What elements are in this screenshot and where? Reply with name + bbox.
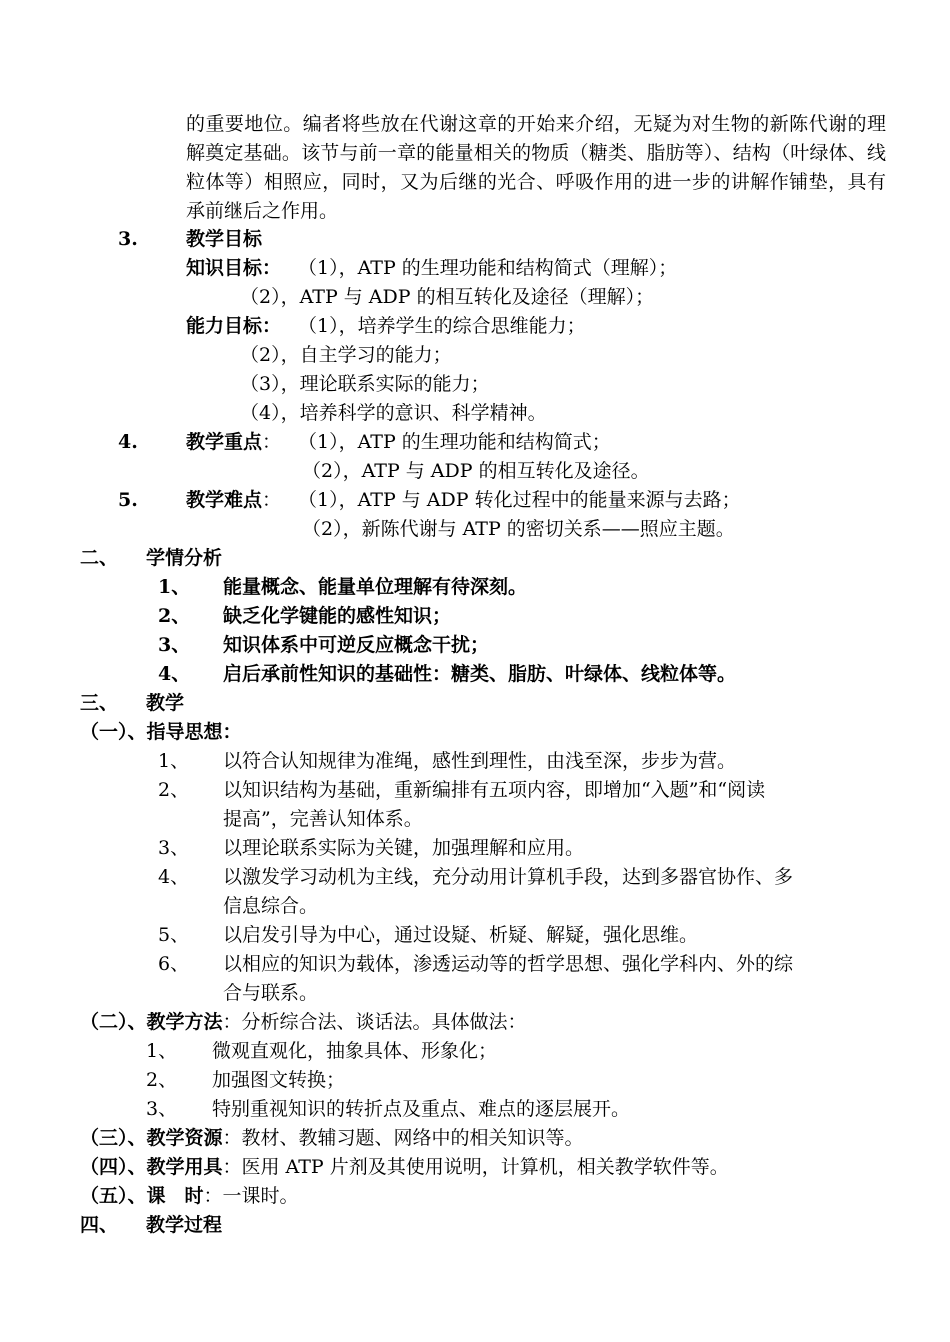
- guide-item-3-number: 3、: [158, 837, 190, 859]
- guide-item-4-number: 4、: [158, 866, 190, 888]
- ability-goal-label: 能力目标：: [186, 315, 282, 337]
- key-point-1: （1），ATP 的生理功能和结构简式；: [298, 431, 611, 453]
- analysis-item-4-number: 4、: [158, 663, 191, 685]
- guide-item-1: 以符合认知规律为准绳，感性到理性，由浅至深，步步为营。: [223, 750, 737, 772]
- ability-goal-2: （2），自主学习的能力；: [240, 344, 452, 366]
- teaching-tools: [80, 1153, 729, 1182]
- analysis-item-4: 启后承前性知识的基础性：糖类、脂肪、叶绿体、线粒体等。: [223, 663, 737, 685]
- method-item-1: 微观直观化，抽象具体、形象化；: [212, 1040, 498, 1062]
- ability-goal-4: （4），培养科学的意识、科学精神。: [240, 402, 547, 424]
- analysis-item-3: 知识体系中可逆反应概念干扰；: [223, 634, 490, 656]
- method-item-3: 特别重视知识的转折点及重点、难点的逐层展开。: [212, 1098, 631, 1120]
- knowledge-goal-2: （2），ATP 与 ADP 的相互转化及途径（理解）；: [240, 286, 655, 308]
- key-point-2: （2），ATP 与 ADP 的相互转化及途径。: [302, 460, 650, 482]
- guiding-ideas-label: （一）、指导思想：: [80, 721, 242, 743]
- method-item-3-number: 3、: [146, 1098, 178, 1120]
- teaching-resources-label: （三）、教学资源: [80, 1127, 223, 1149]
- method-item-2-number: 2、: [146, 1069, 178, 1091]
- part-2-title: 学情分析: [146, 547, 223, 569]
- teaching-tools-label: （四）、教学用具: [80, 1156, 223, 1178]
- guide-item-4-continued: 信息综合。: [223, 895, 319, 917]
- knowledge-goal-1: （1），ATP 的生理功能和结构简式（理解）；: [298, 257, 678, 279]
- guide-item-2-continued: 提高”，完善认知体系。: [223, 808, 423, 830]
- part-2-number: 二、: [80, 547, 119, 569]
- guide-item-6-continued: 合与联系。: [223, 982, 319, 1004]
- section-5-colon: ：: [262, 489, 282, 511]
- teaching-method: [80, 1008, 527, 1037]
- section-4-number: 4.: [118, 431, 138, 453]
- part-3-number: 三、: [80, 692, 119, 714]
- difficulty-1: （1），ATP 与 ADP 转化过程中的能量来源与去路；: [298, 489, 741, 511]
- ability-goal-1: （1），培养学生的综合思维能力；: [298, 315, 586, 337]
- guide-item-2-number: 2、: [158, 779, 190, 801]
- method-item-2: 加强图文转换；: [212, 1069, 346, 1091]
- guide-item-5-number: 5、: [158, 924, 190, 946]
- teaching-resources: [80, 1124, 584, 1153]
- class-hours: [80, 1182, 299, 1211]
- guide-item-1-number: 1、: [158, 750, 190, 772]
- section-5-heading: [186, 486, 281, 515]
- guide-item-5: 以启发引导为中心，通过设疑、析疑、解疑，强化思维。: [223, 924, 699, 946]
- part-4-number: 四、: [80, 1214, 119, 1236]
- guide-item-6-number: 6、: [158, 953, 190, 975]
- part-3-title: 教学: [146, 692, 185, 714]
- section-5-number: 5.: [118, 489, 138, 511]
- class-hours-label: （五）、课 时: [80, 1185, 204, 1207]
- analysis-item-2: 缺乏化学键能的感性知识；: [223, 605, 452, 627]
- section-3-number: 3.: [118, 228, 138, 250]
- intro-paragraph: 的重要地位。编者将些放在代谢这章的开始来介绍，无疑为对生物的新陈代谢的理解奠定基础。该节与前一章的能量相关的物质（糖类、脂肪等）、结构（叶绿体、线粒体等）相照应，同时，又为后继的光合、呼吸作用的进一步的讲解作铺垫，具有承前继后之作用。: [186, 113, 886, 222]
- section-3-title: 教学目标: [186, 228, 263, 250]
- section-4-heading: [186, 428, 281, 457]
- analysis-item-1-number: 1、: [158, 576, 191, 598]
- class-hours-text: ：一课时。: [203, 1185, 299, 1207]
- teaching-tools-text: ：医用 ATP 片剂及其使用说明，计算机，相关教学软件等。: [222, 1156, 729, 1178]
- analysis-item-2-number: 2、: [158, 605, 191, 627]
- teaching-method-text: ：分析综合法、谈话法。具体做法：: [222, 1011, 527, 1033]
- guide-item-6: 以相应的知识为载体，渗透运动等的哲学思想、强化学科内、外的综: [223, 953, 794, 975]
- guide-item-2: 以知识结构为基础，重新编排有五项内容，即增加“入题”和“阅读: [223, 779, 766, 801]
- knowledge-goal-label: 知识目标：: [186, 257, 282, 279]
- section-5-label: 教学难点: [186, 489, 263, 511]
- guide-item-4: 以激发学习动机为主线，充分动用计算机手段，达到多器官协作、多: [223, 866, 794, 888]
- teaching-resources-text: ：教材、教辅习题、网络中的相关知识等。: [222, 1127, 584, 1149]
- guide-item-3: 以理论联系实际为关键，加强理解和应用。: [223, 837, 585, 859]
- method-item-1-number: 1、: [146, 1040, 178, 1062]
- analysis-item-1: 能量概念、能量单位理解有待深刻。: [223, 576, 528, 598]
- section-4-colon: ：: [262, 431, 282, 453]
- part-4-title: 教学过程: [146, 1214, 223, 1236]
- difficulty-2: （2），新陈代谢与 ATP 的密切关系——照应主题。: [302, 518, 735, 540]
- section-4-label: 教学重点: [186, 431, 263, 453]
- ability-goal-3: （3），理论联系实际的能力；: [240, 373, 490, 395]
- analysis-item-3-number: 3、: [158, 634, 191, 656]
- teaching-method-label: （二）、教学方法: [80, 1011, 223, 1033]
